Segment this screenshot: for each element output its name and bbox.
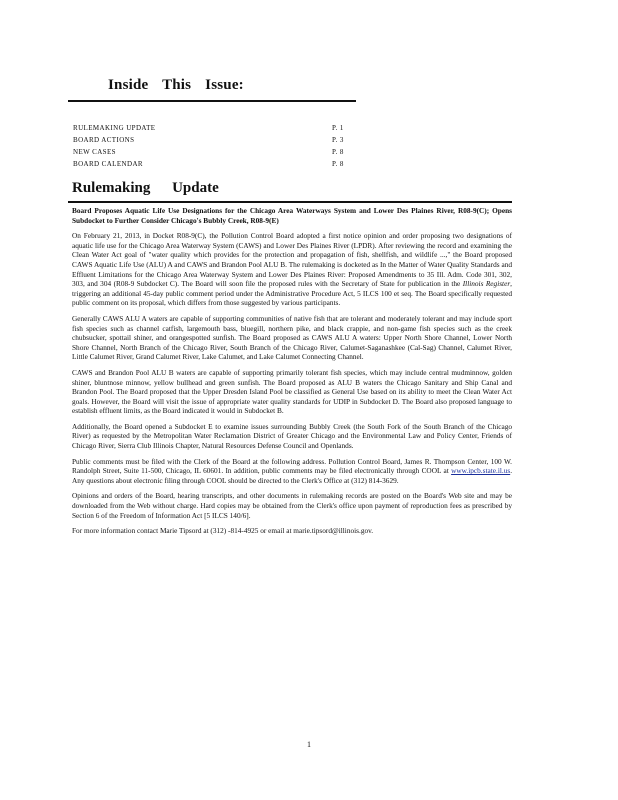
paragraph-contact: For more information contact Marie Tipsord at (312) -814-4925 or email at marie.tipsord@illinois.gov. <box>72 526 374 536</box>
paragraph-alu-b: CAWS and Brandon Pool ALU B waters are capable of supporting primarily tolerant fish species, which may include central mudminnow, golden shiner, bluntnose minnow, yellow bullhead and green sunfish. The Board proposed as ALU B waters the Chicago Sanitary and Ship Canal and Brandon Pool. The Board proposed that the Upper Dresden Island Pool be classified as General Use based on its ability to meet the Clean Water Act goals. However, the Board will visit the issue of appropriate water quality standards for UDIP in Subdocket D. The Board also proposed language to establish effluent limits, as the Board indicated it would in Subdocket B. <box>72 367 512 416</box>
toc-item-page: P. 8 <box>332 148 344 156</box>
paragraph-intro-text-2: , triggering an additional 45-day public comment period under the Administrative Procedure Act, 5 ILCS 100 et seq. The Board specifically requested public comment on its proposal, which differs from those suggested by various participants. <box>72 279 512 308</box>
illinois-register-title: Illinois Register <box>462 279 511 289</box>
toc-item[interactable] <box>73 158 348 170</box>
toc-item-label: BOARD ACTIONS <box>73 136 135 144</box>
toc-item[interactable] <box>73 146 348 158</box>
paragraph-public-comments <box>72 457 512 486</box>
section-title: Rulemaking Update <box>72 180 219 196</box>
toc-item[interactable] <box>73 122 348 134</box>
paragraph-alu-a: Generally CAWS ALU A waters are capable of supporting communities of native fish that are tolerant and moderately tolerant and may include sport fish species such as channel catfish, largemouth bass, bluegill, northern pike, and black crappie, and non-game fish species such as the creek chubsucker, spottail shiner, and orangespotted sunfish. The Board proposed as CAWS ALU A waters: Upper North Shore Channel, Lower North Shore Channel, North Branch of the Chicago River, South Branch of the Chicago River, Calumet-Saganashkee (Cal-Sag) Channel, Calumet River, Little Calumet River, Grand Calumet River, Lake Calumet, and Lake Calumet Connecting Channel. <box>72 313 512 362</box>
paragraph-comments-text-1: Public comments must be filed with the Clerk of the Board at the following address. Pollution Control Board, James R. Thompson Center, 100 W. Randolph Street, Suite 11-500, Chicago, IL 60601. In addition, public comments may be filed electronically through COOL at <box>72 456 512 476</box>
article-subheading: Board Proposes Aquatic Life Use Designations for the Chicago Area Waterways System and Lower Des Plaines River, R08-9(C); Opens Subdocket to Further Consider Chicago's Bubbly Creek, R08-9(E) <box>72 206 512 225</box>
toc-item-label: BOARD CALENDAR <box>73 160 143 168</box>
page-number: 1 <box>307 740 311 749</box>
inside-this-issue-heading: Inside This Issue: <box>108 77 244 93</box>
toc-item[interactable] <box>73 134 348 146</box>
article-body <box>72 206 512 542</box>
section-rule <box>68 201 512 203</box>
toc-item-label: NEW CASES <box>73 148 116 156</box>
toc-item-page: P. 8 <box>332 160 344 168</box>
paragraph-documents: Opinions and orders of the Board, hearing transcripts, and other documents in rulemaking records are posted on the Board's Web site and may be downloaded from the Web without charge. Hard copies may be obtained from the Clerk's office upon payment of reproduction fees as prescribed by Section 6 of the Freedom of Information Act [5 ILCS 140/6]. <box>72 491 512 520</box>
paragraph-comments-text-2: . Any questions about electronic filing through COOL should be directed to the Clerk's Office at (312) 814-3629. <box>72 466 513 485</box>
toc-item-page: P. 3 <box>332 136 344 144</box>
paragraph-intro-text-1: On February 21, 2013, in Docket R08-9(C), the Pollution Control Board adopted a first notice opinion and order proposing two designations of aquatic life use for the Chicago Area Waterway System (CAWS) and Lower Des Plaines River (LPDR). After reviewing the record and examining the Clean Water Act goal of "water quality which provides for the protection and propagation of fish, shellfish, and wildlife ...," the Board proposed CAWS Aquatic Life Use (ALU) A and CAWS and Brandon Pool ALU B. The rulemaking is docketed as In the Matter of Water Quality Standards and Effluent Limitations for the Chicago Area Waterway System and Lower Des Plaines River: Proposed Amendments to 35 Ill. Adm. Code 301, 302, 303, and 304 (R08-9 Subdocket C). The Board will soon file the proposed rules with the Secretary of State for publication in the <box>72 231 512 289</box>
heading-rule <box>68 100 356 102</box>
paragraph-subdocket-e: Additionally, the Board opened a Subdocket E to examine issues surrounding Bubbly Creek (the South Fork of the South Branch of the Chicago River) as requested by the Metropolitan Water Reclamation District of Greater Chicago and the Environmental Law and Policy Center, Friends of Chicago River, Sierra Club Illinois Chapter, Natural Resources Defense Council and Openlands. <box>72 421 512 451</box>
paragraph-intro <box>72 231 512 308</box>
table-of-contents <box>73 122 348 170</box>
toc-item-page: P. 1 <box>332 124 344 132</box>
ipcb-website-link[interactable]: www.ipcb.state.il.us <box>451 466 511 476</box>
toc-item-label: RULEMAKING UPDATE <box>73 124 156 132</box>
